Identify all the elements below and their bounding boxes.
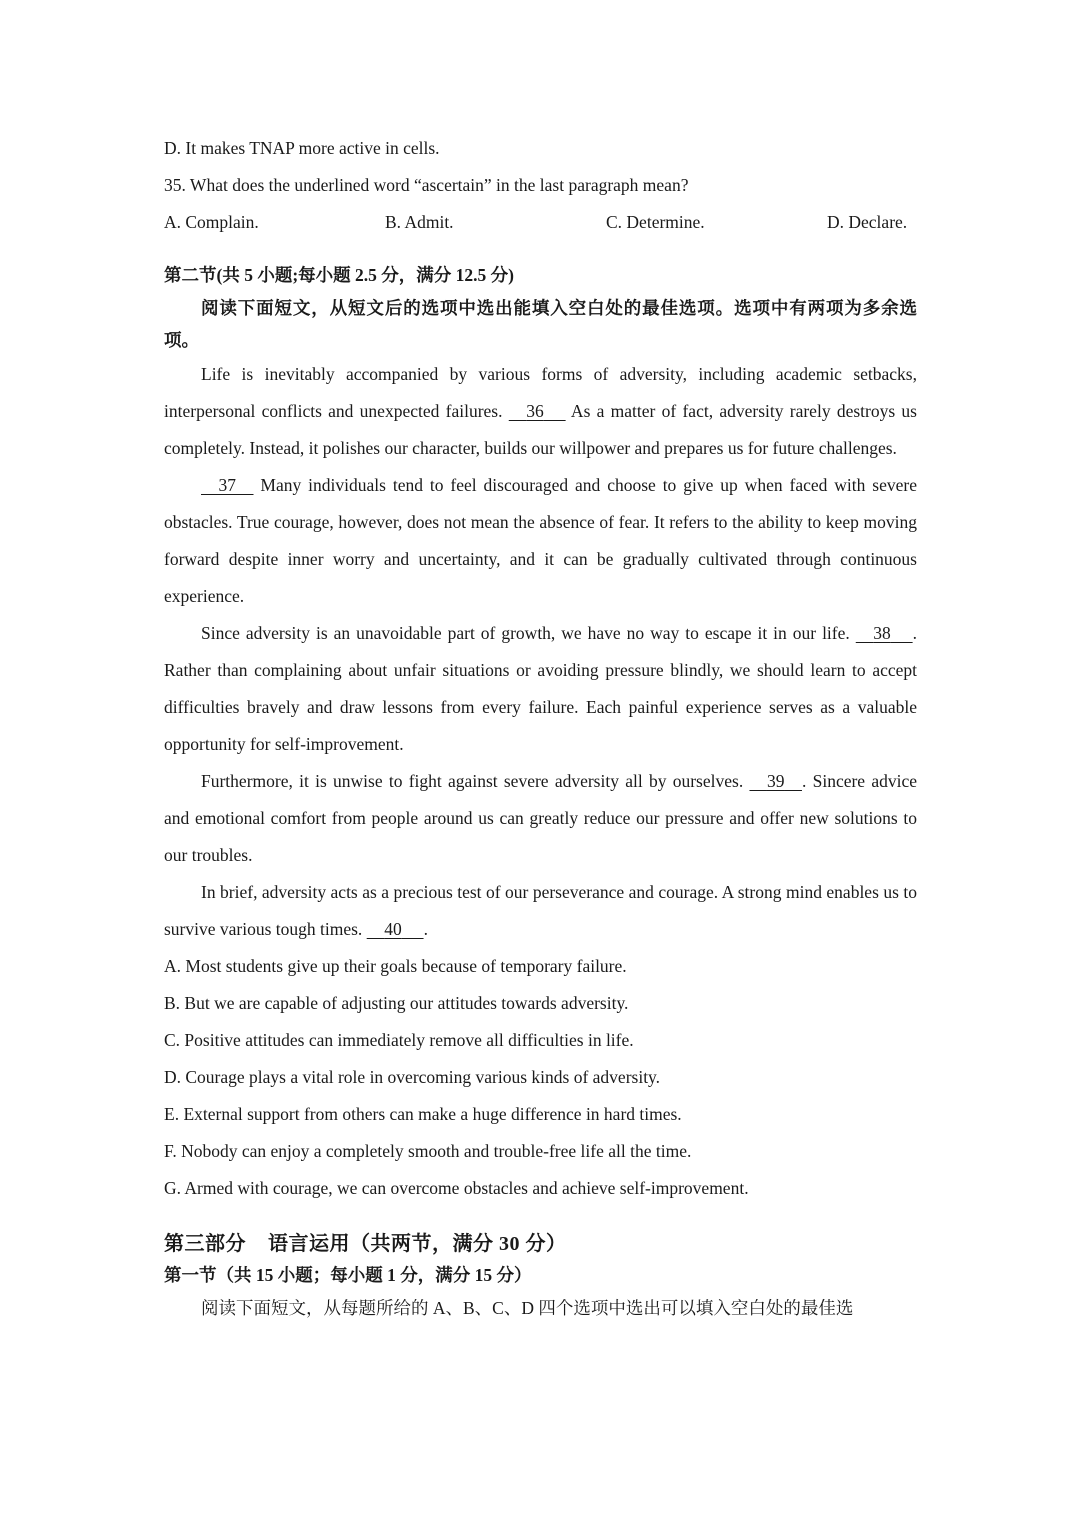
q35-option-c: C. Determine. <box>606 212 705 232</box>
exam-page <box>164 130 917 1325</box>
blank-38: 38 <box>873 623 891 643</box>
passage-paragraph-2: 37 Many individuals tend to feel discouraged and choose to give up when faced with severe obstacles. True courage, however, does not mean the absence of fear. It refers to the ability to keep moving forward despite inner worry and uncertainty, and it can be gradually cultivated through continuous experience. <box>164 467 917 615</box>
part3-instruction: 阅读下面短文，从每题所给的 A、B、C、D 四个选项中选出可以填入空白处的最佳选 <box>201 1298 854 1318</box>
choice-c: C. Positive attitudes can immediately remove all difficulties in life. <box>164 1030 634 1050</box>
choice-g: G. Armed with courage, we can overcome obstacles and achieve self-improvement. <box>164 1178 749 1198</box>
q35-option-b: B. Admit. <box>385 212 454 232</box>
choice-f: F. Nobody can enjoy a completely smooth and trouble-free life all the time. <box>164 1141 692 1161</box>
passage-paragraph-3: Since adversity is an unavoidable part of growth, we have no way to escape it in our life. 38 . Rather than complaining about unfair situations or avoiding pressure blindly, we should learn to accept difficulties bravely and draw lessons from every failure. Each painful experience serves as a valuable opportunity for self-improvement. <box>164 615 917 763</box>
blank-37: 37 <box>218 475 236 495</box>
q35-options <box>164 204 917 241</box>
choice-d: D. Courage plays a vital role in overcoming various kinds of adversity. <box>164 1067 661 1087</box>
section2-instruction: 阅读下面短文，从短文后的选项中选出能填入空白处的最佳选项。选项中有两项为多余选项。 <box>164 298 917 350</box>
section2-heading: 第二节(共 5 小题;每小题 2.5 分，满分 12.5 分) <box>164 265 514 285</box>
choice-b: B. But we are capable of adjusting our attitudes towards adversity. <box>164 993 629 1013</box>
blank-39: 39 <box>766 771 785 791</box>
passage-paragraph-5: In brief, adversity acts as a precious test of our perseverance and courage. A strong mind enables us to survive various tough times. 40 . <box>164 874 917 948</box>
q35-stem: 35. What does the underlined word “ascertain” in the last paragraph mean? <box>164 175 689 195</box>
passage-paragraph-1: Life is inevitably accompanied by various forms of adversity, including academic setbacks, interpersonal conflicts and unexpected failures. 36 As a matter of fact, adversity rarely destroys us completely. Instead, it polishes our character, builds our willpower and prepares us for future challenges. <box>164 364 917 458</box>
q35-option-a: A. Complain. <box>164 212 259 232</box>
part3-title: 第三部分 语言运用（共两节，满分 30 分） <box>164 1233 567 1255</box>
blank-40: 40 <box>384 919 402 939</box>
choice-a: A. Most students give up their goals because of temporary failure. <box>164 956 627 976</box>
q35-option-d: D. Declare. <box>827 212 908 232</box>
part3-sub-heading: 第一节（共 15 小题；每小题 1 分，满分 15 分） <box>164 1265 532 1285</box>
blank-36: 36 <box>526 401 544 421</box>
choice-e: E. External support from others can make a huge difference in hard times. <box>164 1104 682 1124</box>
q34-option-d: D. It makes TNAP more active in cells. <box>164 138 440 158</box>
choice-list <box>164 948 917 1207</box>
passage-paragraph-4: Furthermore, it is unwise to fight against severe adversity all by ourselves. 39 . Sincere advice and emotional comfort from people around us can greatly reduce our pressure and offer new solutions to our troubles. <box>164 763 917 874</box>
